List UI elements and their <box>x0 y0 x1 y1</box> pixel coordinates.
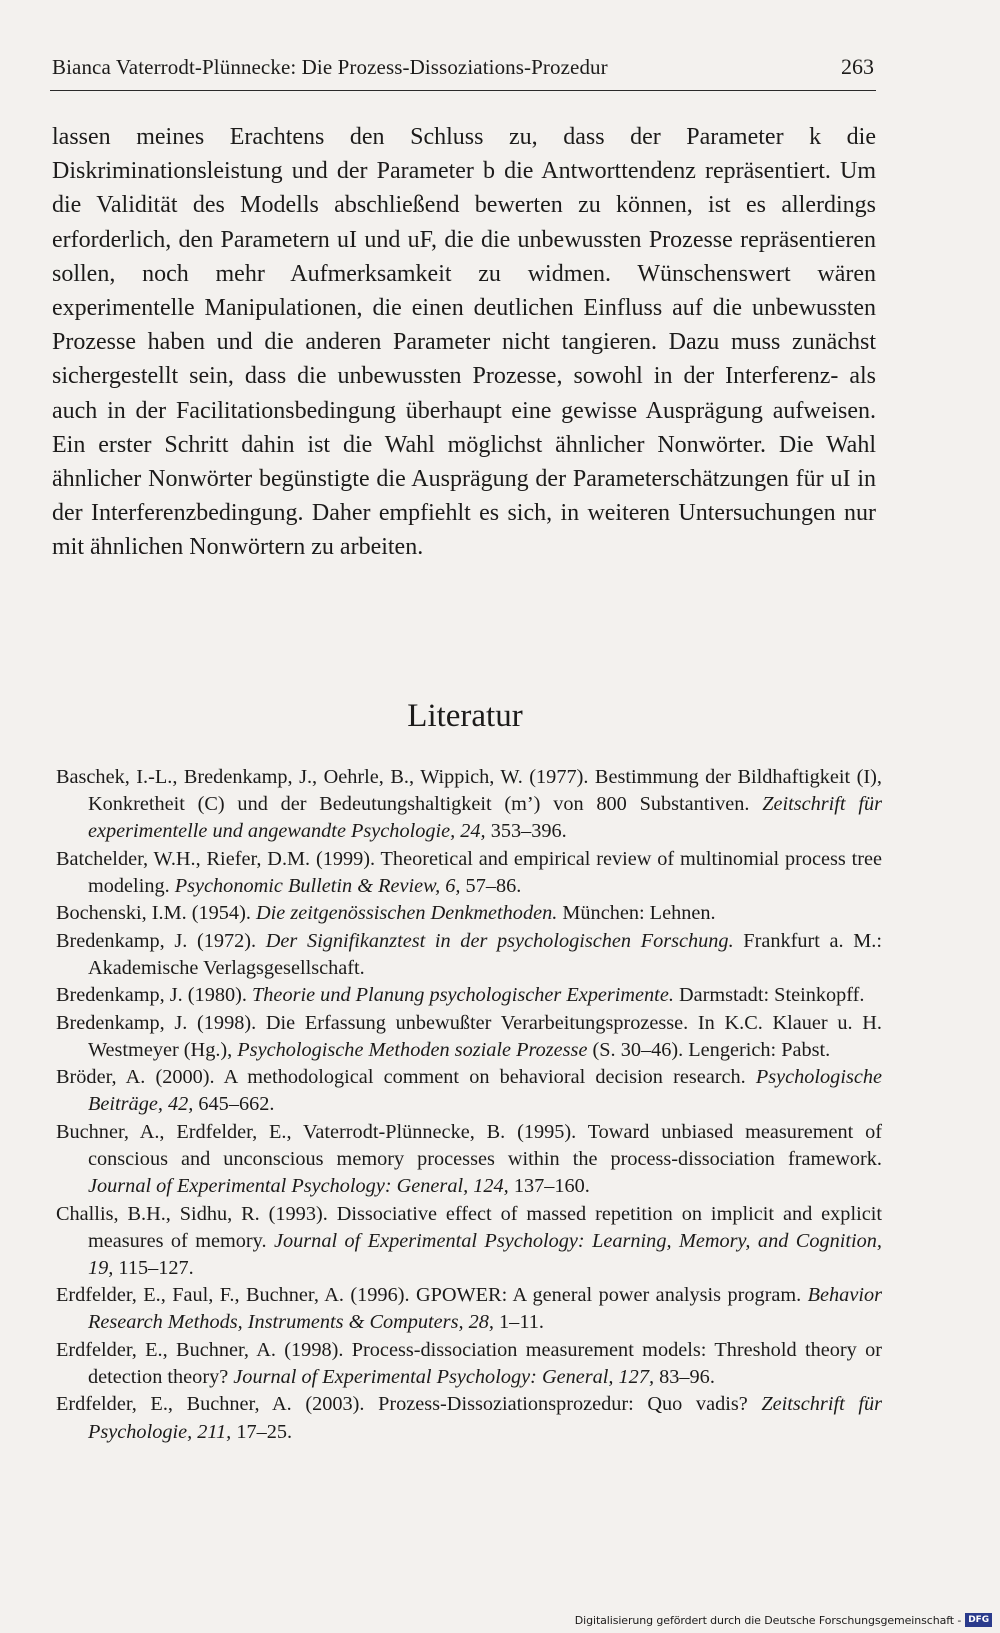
reference-item: Erdfelder, E., Buchner, A. (2003). Prozess-Dissoziationsprozedur: Quo vadis? Zeitschrift für Psychologie, 211, 17–25. <box>56 1393 882 1443</box>
reference-item: Buchner, A., Erdfelder, E., Vaterrodt-Plünnecke, B. (1995). Toward unbiased measurement of conscious and unconscious memory processes within the process-dissociation framework. Journal of Experimental Psychology: General, 124, 137–160. <box>56 1120 882 1198</box>
dfg-logo: DFG <box>965 1613 992 1627</box>
credit-text: Digitalisierung gefördert durch die Deutsche Forschungsgemeinschaft - <box>574 1613 962 1627</box>
literature-heading: Literatur <box>407 698 523 734</box>
reference-list <box>56 764 882 1446</box>
reference-item: Erdfelder, E., Buchner, A. (1998). Process-dissociation measurement models: Threshold theory or detection theory? Journal of Experimental Psychology: General, 127, 83–96. <box>56 1338 882 1388</box>
body-paragraph: lassen meines Erachtens den Schluss zu, dass der Parameter k die Diskriminationsleistung und der Parameter b die Antworttendenz repräsentiert. Um die Validität des Modells abschließend bewerten zu können, ist es allerdings erforderlich, den Parametern uI und uF, die die unbewussten Prozesse repräsentieren sollen, noch mehr Aufmerksamkeit zu widmen. Wünschenswert wären experimentelle Manipulationen, die einen deutlichen Einfluss auf die unbewussten Prozesse haben und die anderen Parameter nicht tangieren. Dazu muss zunächst sichergestellt sein, dass die unbewussten Prozesse, sowohl in der Interferenz- als auch in der Facilitationsbedingung überhaupt eine gewisse Ausprägung aufweisen. Ein erster Schritt dahin ist die Wahl möglichst ähnlicher Nonwörter. Die Wahl ähnlicher Nonwörter begünstigte die Ausprägung der Parameterschätzungen für uI in der Interferenzbedingung. Daher empfiehlt es sich, in weiteren Untersuchungen nur mit ähnlichen Nonwörtern zu arbeiten. <box>52 124 876 561</box>
reference-item: Challis, B.H., Sidhu, R. (1993). Dissociative effect of massed repetition on implicit and explicit measures of memory. Journal of Experimental Psychology: Learning, Memory, and Cognition, 19, 115–127. <box>56 1202 882 1279</box>
digitization-credit <box>575 1613 992 1627</box>
body-text <box>52 120 876 565</box>
reference-item: Bredenkamp, J. (1998). Die Erfassung unbewußter Verarbeitungsprozesse. In K.C. Klauer u. H. Westmeyer (Hg.), Psychologische Methoden soziale Prozesse (S. 30–46). Lengerich: Pabst. <box>56 1011 882 1061</box>
reference-item: Erdfelder, E., Faul, F., Buchner, A. (1996). GPOWER: A general power analysis program. Behavior Research Methods, Instruments & Computers, 28, 1–11. <box>56 1284 882 1334</box>
reference-item: Bröder, A. (2000). A methodological comment on behavioral decision research. Psychologische Beiträge, 42, 645–662. <box>56 1066 882 1116</box>
reference-item: Bredenkamp, J. (1980). Theorie und Planung psychologischer Experimente. Darmstadt: Steinkopff. <box>56 984 865 1007</box>
reference-item: Bredenkamp, J. (1972). Der Signifikanztest in der psychologischen Forschung. Frankfurt a. M.: Akademische Verlagsgesellschaft. <box>56 929 882 979</box>
reference-item: Batchelder, W.H., Riefer, D.M. (1999). Theoretical and empirical review of multinomial process tree modeling. Psychonomic Bulletin & Review, 6, 57–86. <box>56 847 882 897</box>
page-number: 263 <box>841 54 874 79</box>
reference-item: Bochenski, I.M. (1954). Die zeitgenössischen Denkmethoden. München: Lehnen. <box>56 902 716 925</box>
reference-item: Baschek, I.-L., Bredenkamp, J., Oehrle, B., Wippich, W. (1977). Bestimmung der Bildhaftigkeit (I), Konkretheit (C) und der Bedeutungshaltigkeit (m’) von 800 Substantiven. Zeitschrift für experimentelle und angewandte Psychologie, 24, 353–396. <box>56 766 883 843</box>
page-header <box>50 52 876 91</box>
running-title: Bianca Vaterrodt-Plünnecke: Die Prozess-Dissoziations-Prozedur <box>52 55 608 79</box>
